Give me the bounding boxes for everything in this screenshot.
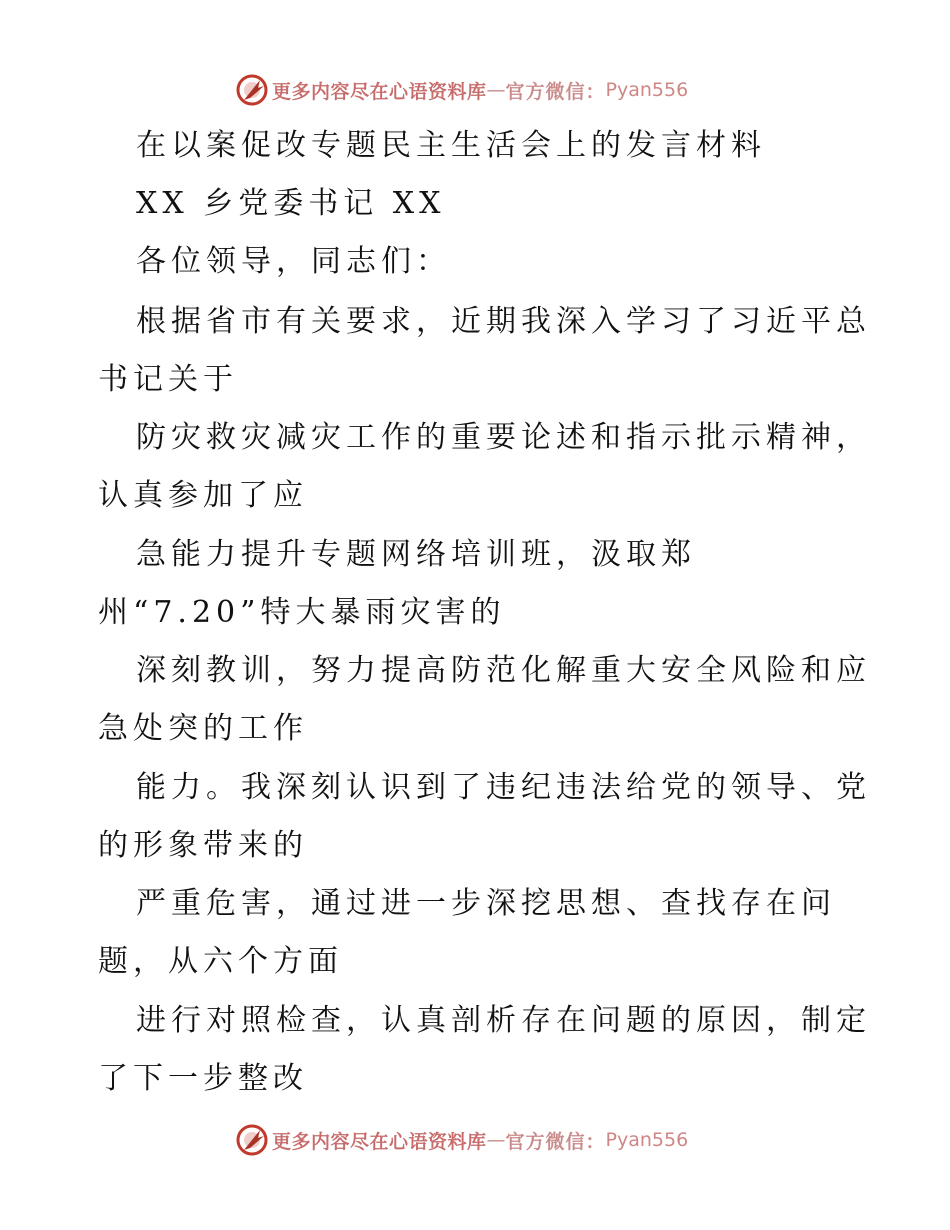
document-author: XX 乡党委书记 XX	[136, 186, 446, 221]
text-line: 急能力提升专题网络培训班，汲取郑	[136, 537, 696, 572]
watermark-text: 更多内容尽在心语资料库	[272, 1130, 487, 1153]
text-line: 进行对照检查，认真剖析存在问题的原因，制定	[136, 1003, 871, 1038]
text-line: 能力。我深刻认识到了违纪违法给党的领导、党	[136, 770, 871, 805]
text-line: 深刻教训，努力提高防范化解重大安全风险和应	[136, 653, 871, 688]
document-title: 在以案促改专题民主生活会上的发言材料	[136, 128, 766, 163]
text-line: 防灾救灾减灾工作的重要论述和指示批示精神，	[136, 420, 871, 455]
feather-logo-icon	[236, 1124, 268, 1156]
document-greeting: 各位领导，同志们：	[136, 244, 451, 279]
text-line: 州“7.20”特大暴雨灾害的	[98, 595, 506, 630]
text-line: 认真参加了应	[98, 478, 308, 513]
watermark-label: 官方微信：	[505, 1130, 606, 1153]
text-line: 书记关于	[98, 362, 238, 397]
text-line: 急处突的工作	[98, 711, 308, 746]
watermark-text: 更多内容尽在心语资料库	[272, 80, 487, 103]
watermark-separator: —	[486, 79, 506, 101]
watermark-id: Pyan556	[605, 1129, 689, 1151]
text-line: 严重危害，通过进一步深挖思想、查找存在问	[136, 886, 836, 921]
watermark-header	[236, 73, 688, 107]
text-line: 题，从六个方面	[98, 944, 343, 979]
watermark-label: 官方微信：	[505, 80, 606, 103]
text-line: 了下一步整改	[98, 1061, 308, 1096]
feather-logo-icon	[236, 74, 268, 106]
text-line: 的形象带来的	[98, 828, 308, 863]
watermark-separator: —	[486, 1129, 506, 1151]
watermark-footer	[236, 1123, 688, 1157]
watermark-id: Pyan556	[605, 79, 689, 101]
text-line: 根据省市有关要求，近期我深入学习了习近平总	[136, 304, 871, 339]
